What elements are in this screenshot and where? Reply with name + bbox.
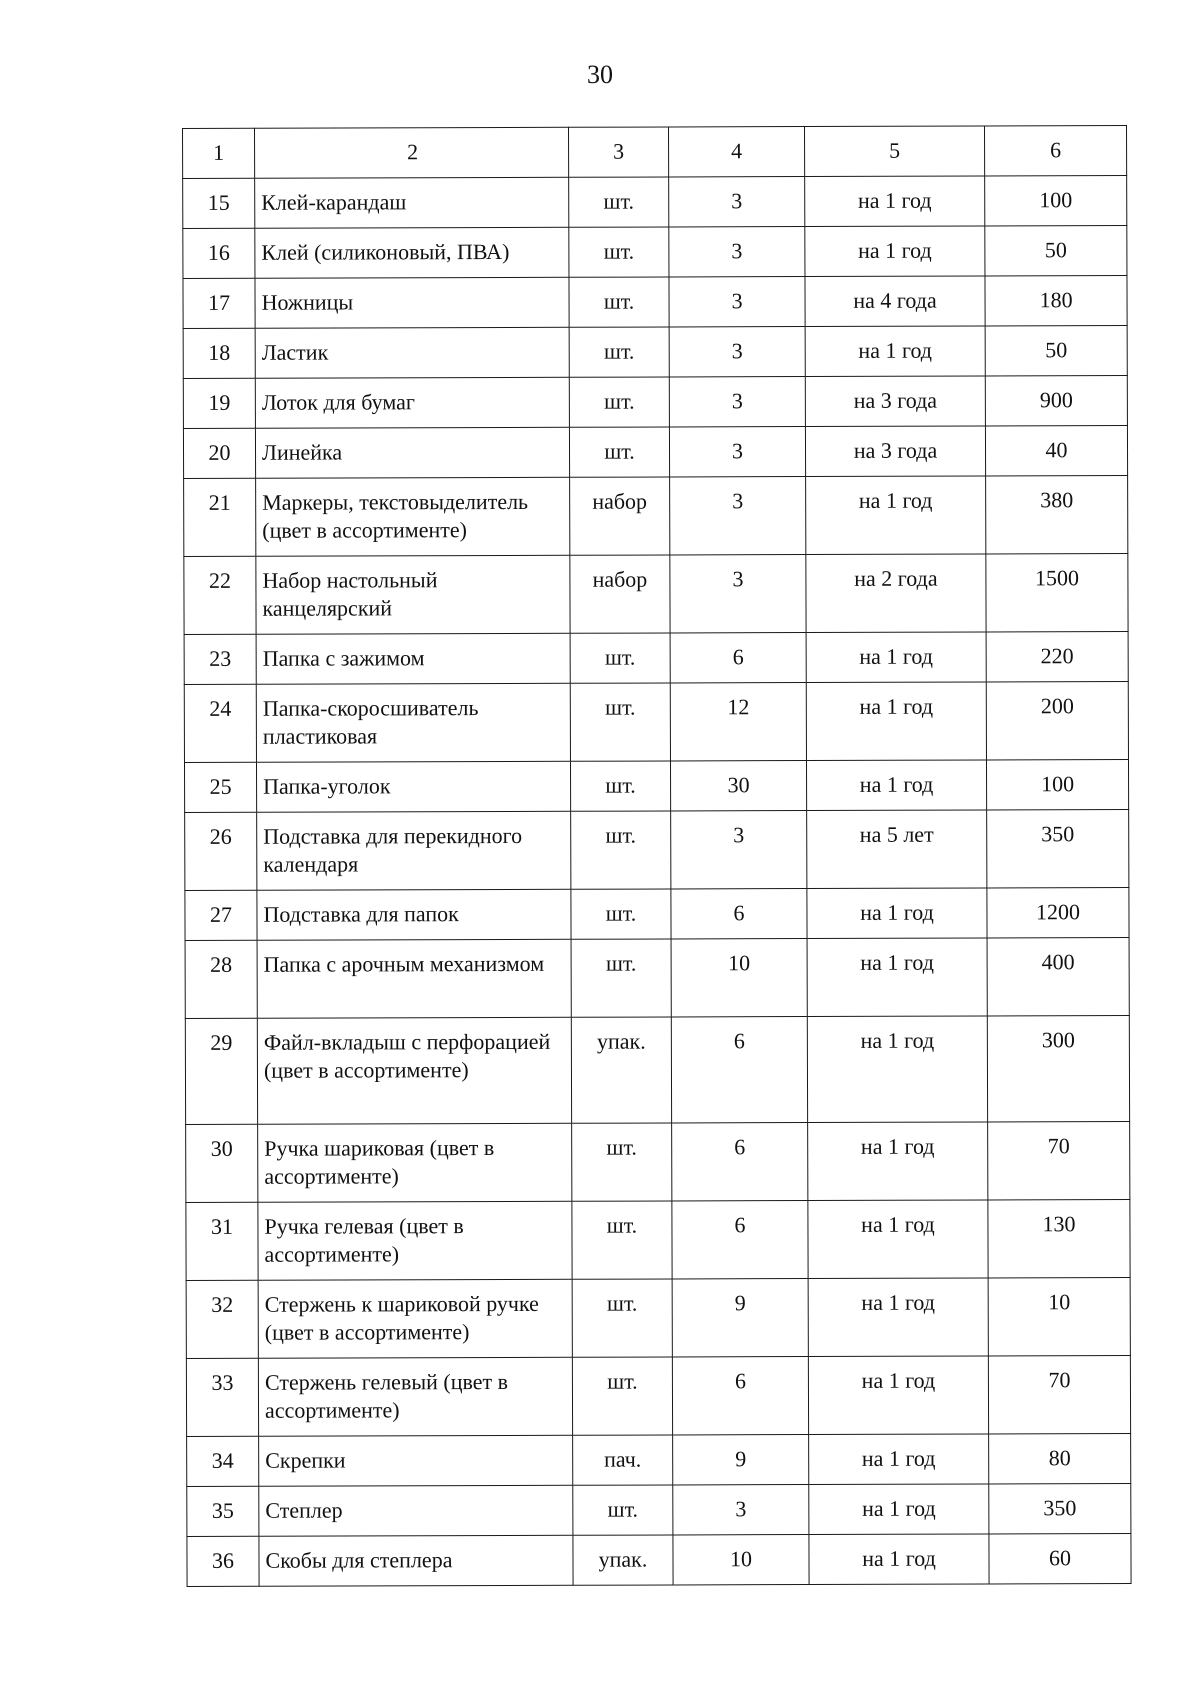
table-row — [186, 1278, 1130, 1359]
unit-cell: шт. — [569, 227, 669, 277]
unit-cell: шт. — [569, 177, 669, 227]
row-number-cell: 21 — [184, 478, 256, 556]
unit-cell: набор — [570, 477, 670, 555]
table-row — [185, 938, 1129, 1019]
table-row — [184, 682, 1128, 763]
header-cell-col-4: 4 — [668, 127, 804, 177]
item-name-cell: Папка-скоросшиватель пластиковая — [256, 683, 570, 762]
quantity-cell: 6 — [671, 889, 807, 939]
quantity-cell: 3 — [669, 377, 805, 427]
quantity-cell: 3 — [673, 1485, 809, 1535]
table-row — [184, 476, 1128, 557]
table-header-row — [183, 126, 1127, 179]
term-cell: на 1 год — [807, 888, 987, 939]
quantity-cell: 10 — [673, 1535, 809, 1585]
term-cell: на 1 год — [807, 938, 987, 1017]
table-row — [183, 376, 1127, 429]
term-cell: на 5 лет — [807, 810, 987, 889]
price-cell: 70 — [988, 1122, 1130, 1200]
row-number-cell: 28 — [185, 940, 257, 1018]
item-name-cell: Ручка шариковая (цвет в ассортименте) — [258, 1123, 572, 1202]
price-cell: 1200 — [987, 888, 1129, 938]
price-cell: 80 — [989, 1434, 1131, 1484]
header-cell-col-5: 5 — [804, 126, 984, 177]
term-cell: на 1 год — [806, 760, 986, 811]
term-cell: на 4 года — [805, 276, 985, 327]
quantity-cell: 6 — [672, 1123, 808, 1201]
item-name-cell: Лоток для бумаг — [255, 377, 569, 428]
price-cell: 40 — [985, 426, 1127, 476]
quantity-cell: 6 — [672, 1201, 808, 1279]
quantity-cell: 9 — [672, 1279, 808, 1357]
price-cell: 900 — [985, 376, 1127, 426]
item-name-cell: Клей (силиконовый, ПВА) — [255, 227, 569, 278]
item-name-cell: Ручка гелевая (цвет в ассортименте) — [258, 1201, 572, 1280]
price-cell: 350 — [989, 1484, 1131, 1534]
unit-cell: шт. — [569, 277, 669, 327]
unit-cell: шт. — [569, 427, 669, 477]
price-cell: 180 — [985, 276, 1127, 326]
unit-cell: шт. — [570, 683, 670, 761]
supplies-table-body — [183, 126, 1132, 1587]
row-number-cell: 32 — [186, 1280, 258, 1358]
term-cell: на 2 года — [806, 554, 986, 633]
header-cell-col-6: 6 — [984, 126, 1126, 176]
item-name-cell: Клей-карандаш — [255, 177, 569, 228]
table-row — [186, 1122, 1130, 1203]
unit-cell: шт. — [571, 889, 671, 939]
term-cell: на 3 года — [805, 376, 985, 427]
item-name-cell: Папка с арочным механизмом — [257, 939, 571, 1018]
quantity-cell: 10 — [671, 939, 807, 1017]
item-name-cell: Папка с зажимом — [256, 633, 570, 684]
term-cell: на 1 год — [809, 1484, 989, 1535]
row-number-cell: 22 — [184, 556, 256, 634]
item-name-cell: Маркеры, текстовыделитель (цвет в ассортименте) — [256, 477, 570, 556]
table-row — [184, 760, 1128, 813]
item-name-cell: Подставка для перекидного календаря — [257, 811, 571, 890]
table-row — [187, 1534, 1131, 1587]
item-name-cell: Файл-вкладыш с перфорацией (цвет в ассортименте) — [257, 1017, 571, 1124]
item-name-cell: Стержень гелевый (цвет в ассортименте) — [258, 1357, 572, 1436]
table-row — [183, 176, 1127, 229]
row-number-cell: 24 — [184, 684, 256, 762]
term-cell: на 1 год — [808, 1356, 988, 1435]
item-name-cell: Скобы для степлера — [259, 1535, 573, 1586]
item-name-cell: Подставка для папок — [257, 889, 571, 940]
term-cell: на 1 год — [806, 476, 986, 555]
row-number-cell: 17 — [183, 278, 255, 328]
price-cell: 200 — [986, 682, 1128, 760]
price-cell: 100 — [985, 176, 1127, 226]
item-name-cell: Скрепки — [259, 1435, 573, 1486]
quantity-cell: 3 — [669, 177, 805, 227]
price-cell: 130 — [988, 1200, 1130, 1278]
term-cell: на 1 год — [805, 226, 985, 277]
unit-cell: пач. — [573, 1435, 673, 1485]
unit-cell: шт. — [573, 1485, 673, 1535]
unit-cell: шт. — [572, 1279, 672, 1357]
unit-cell: шт. — [572, 1123, 672, 1201]
unit-cell: шт. — [569, 327, 669, 377]
term-cell: на 1 год — [808, 1200, 988, 1279]
item-name-cell: Папка-уголок — [256, 761, 570, 812]
quantity-cell: 6 — [671, 1017, 807, 1123]
header-cell-col-3: 3 — [568, 127, 668, 177]
quantity-cell: 6 — [670, 633, 806, 683]
term-cell: на 1 год — [808, 1278, 988, 1357]
price-cell: 10 — [988, 1278, 1130, 1356]
quantity-cell: 3 — [670, 477, 806, 555]
row-number-cell: 31 — [186, 1202, 258, 1280]
price-cell: 50 — [985, 326, 1127, 376]
term-cell: на 1 год — [808, 1122, 988, 1201]
table-row — [185, 1016, 1129, 1125]
row-number-cell: 26 — [185, 812, 257, 890]
term-cell: на 1 год — [809, 1534, 989, 1585]
table-row — [186, 1356, 1130, 1437]
row-number-cell: 19 — [183, 378, 255, 428]
term-cell: на 1 год — [805, 176, 985, 227]
table-row — [183, 276, 1127, 329]
unit-cell: шт. — [570, 633, 670, 683]
quantity-cell: 9 — [673, 1435, 809, 1485]
row-number-cell: 20 — [183, 428, 255, 478]
unit-cell: шт. — [572, 1201, 672, 1279]
row-number-cell: 36 — [187, 1536, 259, 1586]
quantity-cell: 3 — [669, 227, 805, 277]
row-number-cell: 27 — [185, 890, 257, 940]
row-number-cell: 23 — [184, 634, 256, 684]
item-name-cell: Ножницы — [255, 277, 569, 328]
price-cell: 350 — [987, 810, 1129, 888]
quantity-cell: 12 — [670, 683, 806, 761]
unit-cell: шт. — [570, 761, 670, 811]
header-cell-col-2: 2 — [255, 127, 569, 178]
term-cell: на 1 год — [807, 1016, 987, 1123]
item-name-cell: Стержень к шариковой ручке (цвет в ассортименте) — [258, 1279, 572, 1358]
supplies-table — [182, 125, 1132, 1587]
unit-cell: упак. — [573, 1535, 673, 1585]
price-cell: 220 — [986, 632, 1128, 682]
row-number-cell: 35 — [187, 1486, 259, 1536]
quantity-cell: 3 — [669, 327, 805, 377]
item-name-cell: Ластик — [255, 327, 569, 378]
quantity-cell: 3 — [670, 555, 806, 633]
price-cell: 400 — [987, 938, 1129, 1016]
price-cell: 70 — [988, 1356, 1130, 1434]
table-row — [184, 554, 1128, 635]
unit-cell: шт. — [571, 811, 671, 889]
table-row — [186, 1200, 1130, 1281]
table-row — [185, 888, 1129, 941]
table-row — [185, 810, 1129, 891]
unit-cell: упак. — [571, 1017, 671, 1123]
term-cell: на 1 год — [805, 326, 985, 377]
row-number-cell: 15 — [183, 178, 255, 228]
term-cell: на 1 год — [809, 1434, 989, 1485]
quantity-cell: 6 — [672, 1357, 808, 1435]
term-cell: на 1 год — [806, 632, 986, 683]
unit-cell: шт. — [572, 1357, 672, 1435]
table-row — [187, 1484, 1131, 1537]
table-row — [183, 426, 1127, 479]
row-number-cell: 18 — [183, 328, 255, 378]
header-cell-col-1: 1 — [183, 128, 255, 178]
row-number-cell: 30 — [186, 1124, 258, 1202]
item-name-cell: Линейка — [255, 427, 569, 478]
row-number-cell: 25 — [184, 762, 256, 812]
item-name-cell: Степлер — [259, 1485, 573, 1536]
term-cell: на 1 год — [806, 682, 986, 761]
table-row — [184, 632, 1128, 685]
price-cell: 60 — [989, 1534, 1131, 1584]
price-cell: 300 — [987, 1016, 1129, 1122]
table-row — [183, 326, 1127, 379]
row-number-cell: 16 — [183, 228, 255, 278]
unit-cell: набор — [570, 555, 670, 633]
price-cell: 100 — [986, 760, 1128, 810]
quantity-cell: 3 — [669, 427, 805, 477]
unit-cell: шт. — [569, 377, 669, 427]
unit-cell: шт. — [571, 939, 671, 1017]
table-row — [187, 1434, 1131, 1487]
row-number-cell: 29 — [185, 1018, 257, 1124]
price-cell: 380 — [986, 476, 1128, 554]
price-cell: 1500 — [986, 554, 1128, 632]
price-cell: 50 — [985, 226, 1127, 276]
row-number-cell: 34 — [187, 1436, 259, 1486]
row-number-cell: 33 — [186, 1358, 258, 1436]
term-cell: на 3 года — [805, 426, 985, 477]
quantity-cell: 30 — [670, 761, 806, 811]
quantity-cell: 3 — [671, 811, 807, 889]
quantity-cell: 3 — [669, 277, 805, 327]
item-name-cell: Набор настольный канцелярский — [256, 555, 570, 634]
page-number: 30 — [587, 60, 613, 89]
table-row — [183, 226, 1127, 279]
